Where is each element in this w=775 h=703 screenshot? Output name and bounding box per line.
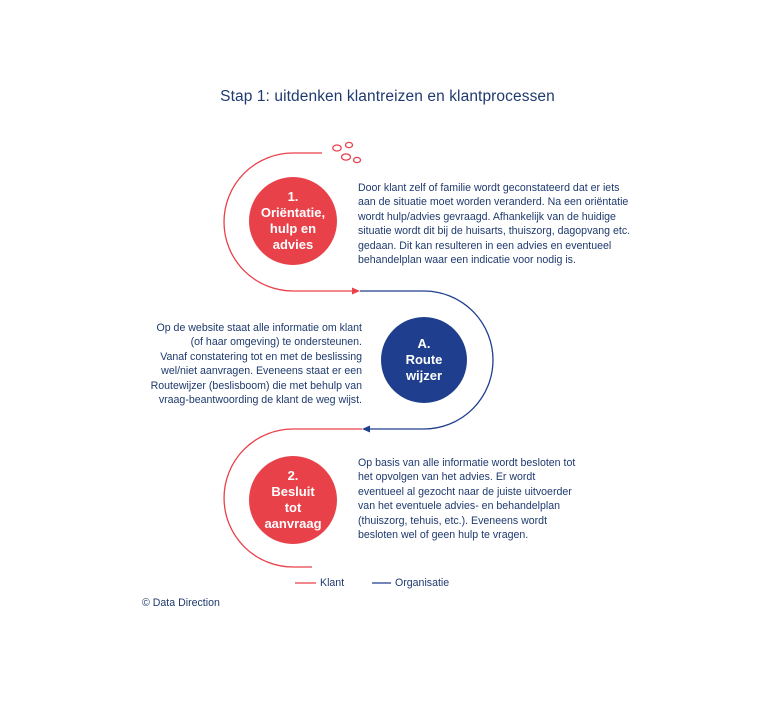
legend-organisatie-label: Organisatie [395, 577, 450, 589]
footprints-icon [333, 142, 361, 162]
arrow-left-icon [362, 426, 370, 433]
step-label-routewijzer: A. Route wijzer [405, 336, 443, 383]
arrow-right-icon [352, 288, 360, 295]
step-label-besluit: 2. Besluit tot aanvraag [264, 468, 322, 531]
copyright: © Data Direction [142, 597, 220, 609]
step-label-orientatie: 1. Oriëntatie, hulp en advies [260, 189, 326, 252]
legend-klant-label: Klant [320, 577, 345, 589]
step-description-besluit: Op basis van alle informatie wordt besloten tot het opvolgen van het advies. Er wordt eventueel al gezocht naar de juiste uitvoerder van het eventuele advies- en behandelplan (thuiszorg, tehuis, etc.). Eveneens wordt besloten wel of geen hulp te vragen. [358, 457, 576, 542]
step-description-routewijzer: Op de website staat alle informatie om klant (of haar omgeving) te ondersteunen. Vanaf constatering tot en met de beslissing wel/niet aanvragen. Eveneens staat er een Routewijzer (beslisboom) die met behulp van vraag-beantwoording de klant de weg wijst. [150, 322, 362, 407]
step-description-orientatie: Door klant zelf of familie wordt geconstateerd dat er iets aan de situatie moet worden veranderd. Na een oriëntatie wordt hulp/advies gevraagd. Afhankelijk van de huidige situatie wordt dit bij de huisarts, thuiszorg, dagopvang etc. gedaan. Dit kan resulteren in een advies en eventueel behandelplan waar een indicatie voor nodig is. [358, 182, 631, 267]
page-title: Stap 1: uitdenken klantreizen en klantprocessen [220, 88, 555, 105]
